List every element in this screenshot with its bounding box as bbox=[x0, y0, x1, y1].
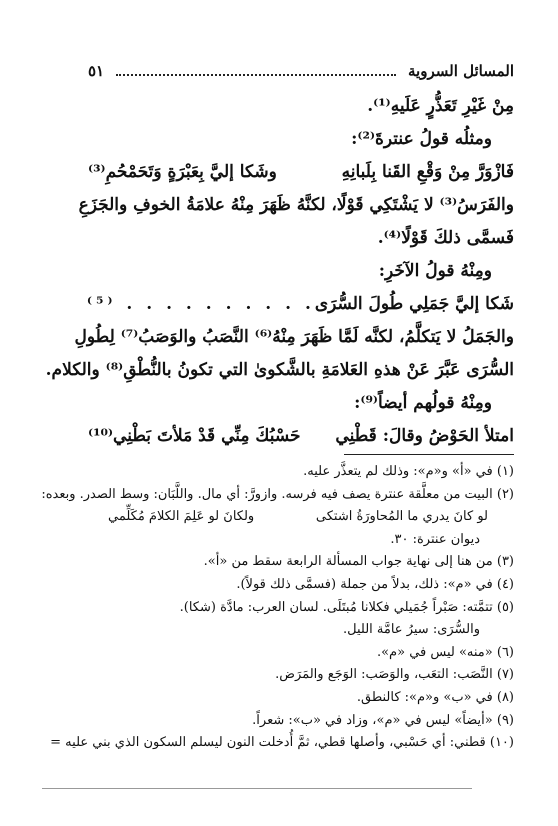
verse-line bbox=[88, 420, 514, 453]
bottom-rule bbox=[42, 788, 472, 789]
dotted-leader bbox=[116, 73, 396, 76]
footnote-verse-first: لو كانَ يدري ما المُحاورَةُ اشتكى bbox=[315, 509, 488, 525]
verse-line bbox=[88, 288, 514, 321]
footnote: (٣) من هنا إلى نهاية جواب المسألة الرابعة سقط من «أ». bbox=[203, 554, 514, 570]
footnote: (١) في «أ» و«م»: وذلك لم يتعذَّر عليه. bbox=[303, 464, 514, 479]
text-line: مِنْ غَيْرِ تَعَذُّرٍ عَلَيهِ⁽¹⁾. bbox=[367, 96, 514, 116]
page-header bbox=[88, 58, 514, 84]
footnote: (٦) «منه» ليس في «م». bbox=[376, 644, 514, 660]
footnote-verse bbox=[88, 506, 514, 529]
verse-hemistich-second: وشَكا إليَّ بِعَبْرَةٍ وَتَحَمْحُمِ⁽³⁾ bbox=[88, 162, 277, 182]
text-line: ومثلُه قولُ عنترةَ⁽²⁾: bbox=[351, 129, 492, 149]
footnote: (٨) في «ب» و«م»: كالنطق. bbox=[356, 689, 514, 705]
verse-line bbox=[88, 156, 514, 189]
page-number: ٥١ bbox=[88, 62, 105, 80]
running-title: المسائل السروية bbox=[408, 62, 514, 80]
verse-hemistich-second: . . . . . . . . . . ⁽⁵⁾ bbox=[86, 294, 315, 314]
text-line: ومِنْهُ قولُهم أيضاً⁽⁹⁾: bbox=[354, 393, 492, 413]
footnote-separator bbox=[344, 454, 514, 455]
verse-hemistich-first: امتلأ الحَوْضُ وقالَ: قَطْنِي bbox=[335, 426, 514, 446]
text-line: فَسمَّى ذلكَ قَوْلًا⁽⁴⁾. bbox=[377, 228, 514, 248]
main-text bbox=[45, 90, 514, 453]
footnote-continuation: والسُّرَى: سيرُ عامَّة الليل. bbox=[343, 622, 480, 638]
text-line: السُّرَى عَبَّرَ عَنْ هذهِ العَلامَةِ بالشَّكوىٰ التي تكونُ بالنُّطْقِ⁽⁸⁾ والكلام. bbox=[45, 360, 514, 380]
footnote: (٩) «أيضاً» ليس في «م»، وزاد في «ب»: شعراً. bbox=[252, 712, 514, 728]
text-line: والفَرَسُ⁽³⁾ لا يَشْتَكِي قَوْلًا، لكنَّهُ ظَهَرَ مِنْهُ علامَةُ الخوفِ والجَزَعِ bbox=[78, 195, 514, 215]
footnote: (٢) البيت من معلَّقة عنترة يصف فيه فرسه. وازورَّ: أي مال. واللَّبَان: وسط الصدر. وبعده: bbox=[41, 486, 514, 502]
verse-hemistich-first: فَازْوَرَّ مِنْ وَقْعِ القَنا بِلَبانِهِ bbox=[341, 162, 514, 182]
footnote: (٧) النَّصَب: التعَب، والوَصَب: الوَجَع والمَرَض. bbox=[275, 667, 514, 683]
footnote: (٤) في «م»: ذلك، بدلاً من جملة (فسمَّى ذلك قولاً). bbox=[236, 576, 514, 592]
footnotes bbox=[41, 461, 514, 755]
footnote-verse-second: ولكانَ لو عَلِمَ الكلامَ مُكَلِّمي bbox=[108, 509, 255, 525]
text-line: ومِنْهُ قولُ الآخَرِ: bbox=[378, 261, 492, 281]
footnote: (٥) تتمَّته: صَبْراً جُمَيلي فكلانا مُبتَلَى. لسان العرب: مادَّة (شكا). bbox=[179, 599, 514, 615]
footnote-source: ديوان عنترة: ٣٠. bbox=[390, 531, 480, 547]
verse-hemistich-first: شَكا إليَّ جَمَلِي طُولَ السُّرَى bbox=[314, 294, 514, 314]
text-line: والجَمَلُ لا يَتكلَّمُ، لكنَّه لَمَّا ظَهَرَ مِنْهُ⁽⁶⁾ النَّصَبُ والوَصَبُ⁽⁷⁾ لِطُولِ bbox=[74, 327, 514, 347]
verse-hemistich-second: حَسْبُكَ مِنِّي قَدْ مَلأتَ بَطْنِي⁽¹⁰⁾ bbox=[88, 426, 301, 446]
footnote: (١٠) قطني: أي حَسْبي، وأصلها قطي، ثمَّ أُدخلت النون ليسلم السكون الذي بني عليه = bbox=[50, 735, 514, 751]
